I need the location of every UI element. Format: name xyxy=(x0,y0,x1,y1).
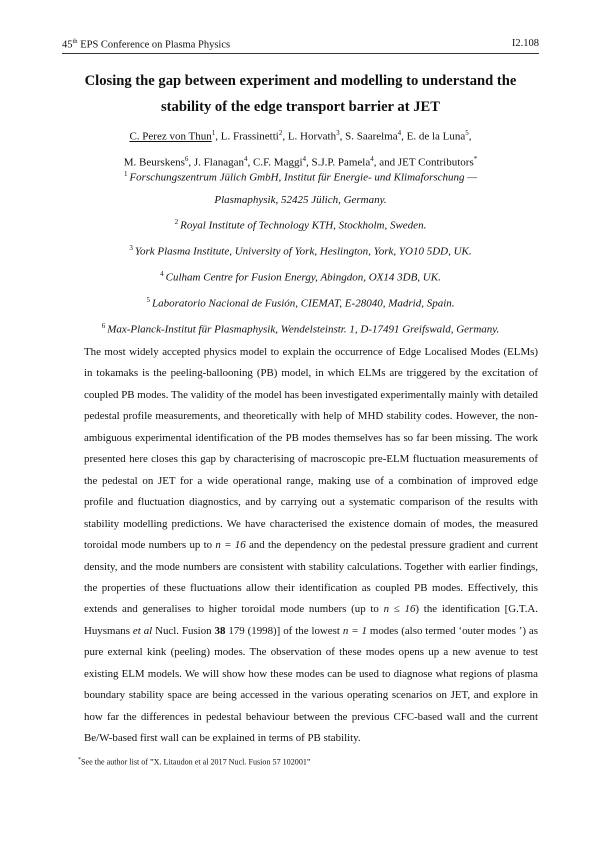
paper-title xyxy=(62,68,539,120)
footnote: *See the author list of ”X. Litaudon et al 2017 Nucl. Fusion 57 102001” xyxy=(78,757,311,767)
running-header xyxy=(62,38,539,54)
affiliation: $^3$ York Plasma Institute, University of York, Heslington, York, YO10 5DD, UK. xyxy=(129,244,472,258)
affiliation: $^5$ Laboratorio Nacional de Fusión, CIEMAT, E-28040, Madrid, Spain. xyxy=(146,296,455,310)
affiliation: $^2$ Royal Institute of Technology KTH, Stockholm, Sweden. xyxy=(174,218,427,232)
abstract-paragraph: The most widely accepted physics model to explain the occurrence of Edge Localised Modes (ELMs) in tokamaks is the peeling-ballooning (PB) model, in which ELMs are triggered by the excitation of coupled PB modes. The validity of the model has been investigated experimentally mainly with detailed pedestal profile measurements, and theoretically with help of MHD stability codes. However, the non-ambiguous experimental identification of the PB modes themselves has so far been missing. The work presented here closes this gap by characterising of macroscopic pre-ELM fluctuation measurements of the pedestal on JET for a wide operational range, making use of a combination of improved edge profile and fluctuation diagnostics, and by carrying out a systematic comparison of the results with stability modelling predictions. We have characterised the existence domain of modes, the measured toroidal mode numbers up to n = 16 and the dependency on the pedestal pressure gradient and current density, and the mode numbers are consistent with stability calculations. Together with earlier findings, the properties of these fluctuations allow their identification as coupled PB modes. Effectively, this extends and generalises to higher toroidal mode numbers (up to n ≤ 16) the identification [G.T.A. Huysmans et al Nucl. Fusion 38 179 (1998)] of the lowest n = 1 modes (also termed ‘outer modes ’) as pure external kink (peeling) modes. The observation of these modes opens up a new avenue to test existing ELM models. We will show how these modes can be used to diagnose what regions of plasma boundary stability space are being accessed in the various operating scenarios on JET, and explore in how far the differences in pedestal behaviour between the previous CFC-based wall and the current Be/W-based first wall can be explained in terms of PB stability. xyxy=(84,346,539,745)
author-line-1: C. Perez von Thun$^1$, L. Frassinetti$^2$, L. Horvath$^3$, S. Saarelma$^4$, E. de la Luna$^5$, xyxy=(129,129,472,143)
affiliation: Plasmaphysik, 52425 Jülich, Germany. xyxy=(214,193,387,206)
abstract-body xyxy=(78,342,538,750)
title-line-2: stability of the edge transport barrier at JET xyxy=(160,99,440,115)
author-line-2: M. Beurskens$^6$, J. Flanagan$^4$, C.F. Maggi$^4$, S.J.P. Pamela$^4$, and JET Contributors* xyxy=(123,154,478,169)
affiliation: $^4$ Culham Centre for Fusion Energy, Abingdon, OX14 3DB, UK. xyxy=(160,270,441,284)
title-line-1: Closing the gap between experiment and modelling to understand the xyxy=(84,73,517,89)
conference-name: 45th EPS Conference on Plasma Physics xyxy=(62,38,231,51)
paper-id: I2.108 xyxy=(511,38,539,49)
affiliations xyxy=(62,163,539,341)
affiliation: $^1$ Forschungszentrum Jülich GmbH, Institut für Energie- und Klimaforschung — xyxy=(123,170,478,184)
affiliation: $^6$ Max-Planck-Institut für Plasmaphysik, Wendelsteinstr. 1, D-17491 Greifswald, Germany. xyxy=(101,322,500,336)
presenting-author: C. Perez von Thun xyxy=(129,130,212,143)
